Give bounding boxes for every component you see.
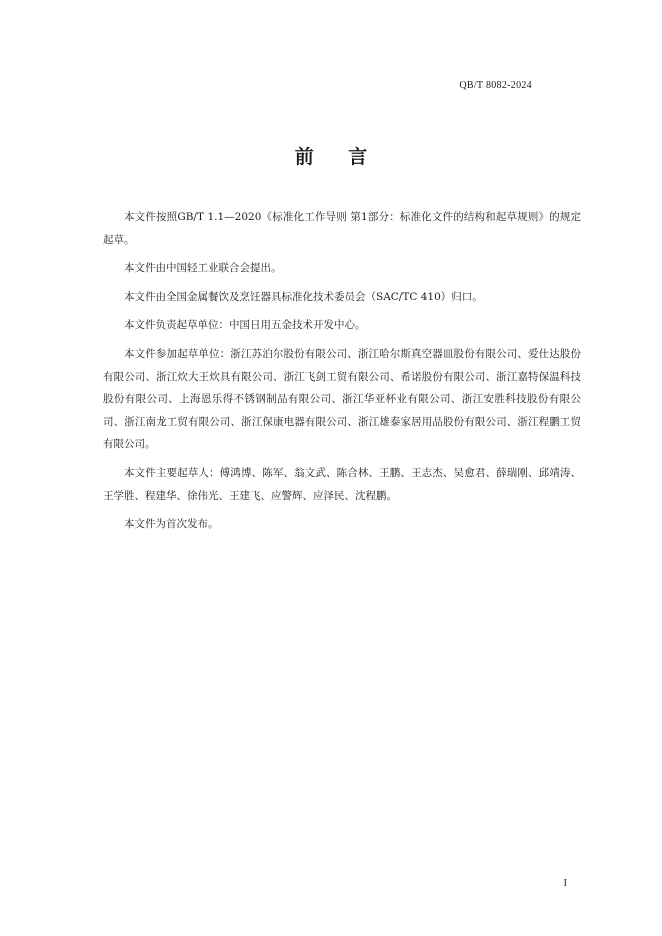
paragraph-main-drafters: 本文件主要起草人：傅鸿博、陈军、翁文武、陈合林、王鹏、王志杰、吴愈君、薛瑞刚、邱靖涛、王学胜、程建华、徐伟光、王建飞、应警辉、应泽民、沈程鹏。 bbox=[103, 466, 581, 502]
paragraph-proposer: 本文件由中国轻工业联合会提出。 bbox=[124, 262, 282, 275]
page-number: I bbox=[563, 878, 567, 889]
foreword-body bbox=[103, 206, 581, 542]
paragraph-committee: 本文件由全国金属餐饮及烹饪器具标准化技术委员会（SAC/TC 410）归口。 bbox=[124, 290, 483, 303]
page-title: 前 言 bbox=[294, 146, 382, 168]
paragraph-first-release: 本文件为首次发布。 bbox=[124, 518, 219, 531]
paragraph-drafting-rules: 本文件按照GB/T 1.1—2020《标准化工作导则 第1部分：标准化文件的结构和起草规则》的规定起草。 bbox=[103, 211, 581, 246]
standard-code: QB/T 8082-2024 bbox=[459, 80, 532, 91]
paragraph-participating-units: 本文件参加起草单位：浙江苏泊尔股份有限公司、浙江哈尔斯真空器皿股份有限公司、爱仕达股份有限公司、浙江炊大王炊具有限公司、浙江飞剑工贸有限公司、希诺股份有限公司、浙江嘉特保温科技股份有限公司、上海恩乐得不锈钢制品有限公司、浙江华亚杯业有限公司、浙江安胜科技股份有限公司、浙江南龙工贸有限公司、浙江保康电器有限公司、浙江雄泰家居用品股份有限公司、浙江程鹏工贸有限公司。 bbox=[103, 347, 581, 451]
paragraph-lead-drafter: 本文件负责起草单位：中国日用五金技术开发中心。 bbox=[124, 319, 366, 332]
